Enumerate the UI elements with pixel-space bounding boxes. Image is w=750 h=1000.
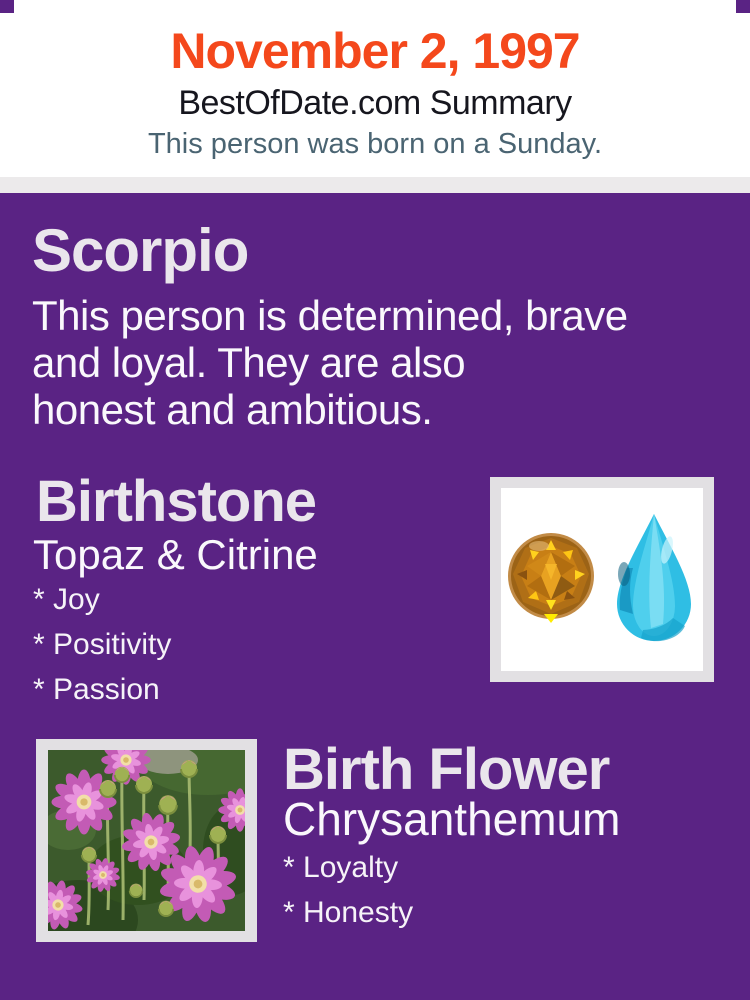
- birth-flower-trait: * Loyalty: [283, 851, 399, 884]
- birthstone-image-card: [490, 477, 714, 682]
- birthstone-image: [501, 488, 703, 671]
- page-header: [0, 0, 750, 177]
- summary-body: [0, 193, 750, 1000]
- topaz-citrine-gems-graphic: [501, 488, 703, 671]
- birthstone-trait: * Positivity: [33, 628, 172, 661]
- corner-mark-right: [736, 0, 750, 13]
- corner-mark-left: [0, 0, 14, 13]
- zodiac-description-line: and loyal. They are also: [32, 339, 466, 386]
- zodiac-sign-title: Scorpio: [32, 217, 249, 284]
- birthstone-trait: * Passion: [33, 673, 160, 706]
- birthstone-names: Topaz & Citrine: [33, 531, 318, 578]
- page-title-date: November 2, 1997: [170, 23, 580, 79]
- birth-flower-title: Birth Flower: [283, 737, 610, 802]
- birthstone-trait: * Joy: [33, 583, 100, 616]
- birthstone-title: Birthstone: [36, 469, 316, 534]
- zodiac-description: [32, 292, 628, 433]
- site-summary-title: BestOfDate.com Summary: [178, 84, 572, 122]
- chrysanthemum-graphic: [48, 750, 245, 931]
- born-day-text: This person was born on a Sunday.: [147, 128, 603, 160]
- birth-flower-name: Chrysanthemum: [283, 793, 621, 845]
- birth-flower-image-card: [36, 739, 257, 942]
- zodiac-description-line: This person is determined, brave: [32, 292, 628, 339]
- header-divider: [0, 177, 750, 193]
- birth-flower-image: [48, 750, 245, 931]
- birth-flower-trait: * Honesty: [283, 896, 414, 929]
- zodiac-description-line: honest and ambitious.: [32, 386, 433, 433]
